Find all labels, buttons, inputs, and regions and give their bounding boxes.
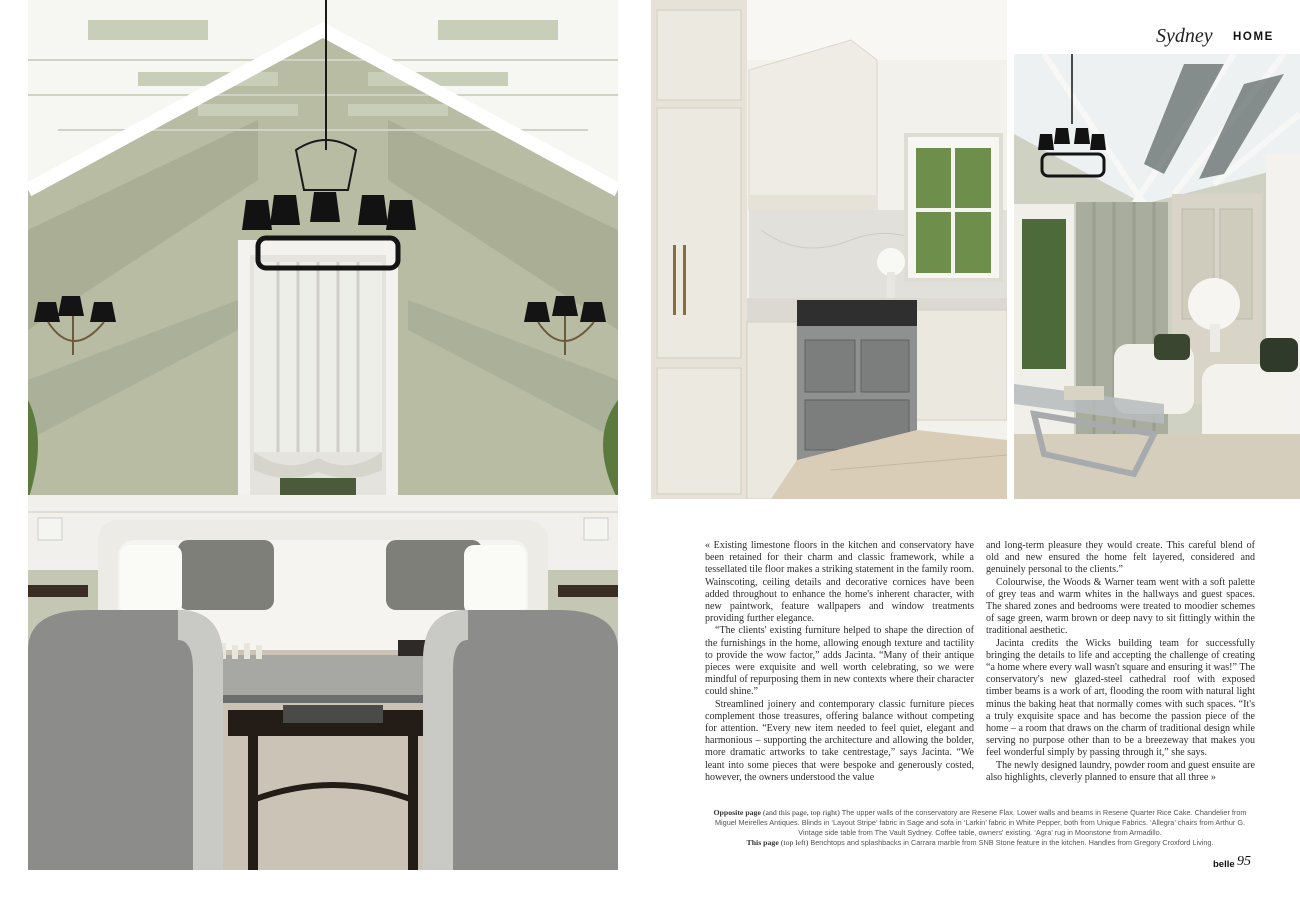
caption-text-opposite: The upper walls of the conservatory are Resene Flax. Lower walls and beams in Resene Quarter Rice Cake. Chandelier from Miguel Meirelles Antiques. Blinds in ‘Layout Stripe’ fabric in Sage and sofa in ‘Larkin’ fabric in White Pepper, both from Unique Fabrics. ‘Allegra’ chairs from Arthur G. Vintage side table from The Vault Sydney. Coffee table, owners' existing. ‘Agra’ rug in Moonstone from Armadillo.: [714, 808, 1247, 838]
kitchen-illustration: [651, 0, 1007, 499]
article-paragraph: Jacinta credits the Wicks building team for successfully bringing the details to life and accepting the challenge of creating “a home where every wall wasn't square and ensuring it was!” The conservatory's new glazed-steel cathedral roof with exposed timber beams is a work of art, flooding the room with natural light minus the baking heat that normally comes with such spaces. “It's a truly exquisite space and has become the passion piece of the home – a room that draws on the charm of traditional design while serving no purpose other than to be a breezeway that makes you feel wonderful simply by passing through it,” she says.: [986, 637, 1255, 759]
kitchen-photo: [651, 0, 1007, 499]
article-paragraph: « Existing limestone floors in the kitchen and conservatory have been retained for their charm and classic framework, while a tessellated tile floor makes a striking statement in the family room. Wainscoting, ceiling details and decorative cornices have been added throughout to enhance the home's inherent character, with new paintwork, feature wallpapers and window treatments providing further elegance.: [705, 540, 974, 625]
conservatory-illustration: [28, 0, 618, 870]
folio-magazine: belle: [1213, 859, 1235, 870]
caption-lead-this-note: (top left): [780, 838, 809, 848]
article-column-right: [986, 540, 1255, 784]
header-section: HOME: [1233, 31, 1274, 43]
caption-text-this: Benchtops and splashbacks in Carrara marble from SNB Stone feature in the kitchen. Handles from Gregory Croxford Living.: [810, 838, 1214, 848]
folio-page-number: 95: [1237, 854, 1251, 869]
caption-lead-opposite: Opposite page: [713, 808, 761, 817]
caption-lead-opposite-note: (and this page, top right): [762, 808, 840, 817]
photo-caption: [706, 808, 1254, 848]
article-paragraph: Streamlined joinery and contemporary classic furniture pieces complement those treasures, offering balance without competing for attention. “Every new item needed to feel quiet, elegant and harmonious – supporting the architecture and allowing the bolder, more dramatic artworks to take centrestage,” says Jacinta. “We leant into some pieces that were bespoke and generously costed, however, the owners understood the value: [705, 698, 974, 783]
article-paragraph: Colourwise, the Woods & Warner team went with a soft palette of grey teas and warm whites in the hallways and guest spaces. The shared zones and bedrooms were treated to moodier schemes of sage green, warm brown or deep navy to sit fittingly within the traditional aesthetic.: [986, 576, 1255, 637]
article-paragraph: “The clients' existing furniture helped to shape the direction of the furnishings in the home, allowing enough texture and tactility to provide the wow factor,” adds Jacinta. “Many of their antique pieces were exquisite and well worth celebrating, so we were mindful of repurposing them in new contexts where their character could shine.”: [705, 625, 974, 698]
living-room-photo: [1014, 54, 1300, 499]
article-column-left: [705, 540, 974, 784]
living-room-illustration: [1014, 54, 1300, 499]
caption-lead-this: This page: [746, 838, 779, 848]
conservatory-photo: [28, 0, 618, 870]
header-city: Sydney: [1156, 25, 1213, 47]
article-paragraph: and long-term pleasure they would create. This careful blend of old and new ensured the home felt layered, considered and genuinely personal to the clients.”: [986, 540, 1255, 576]
article-paragraph: The newly designed laundry, powder room and guest ensuite are also highlights, cleverly planned to ensure that all three »: [986, 759, 1255, 783]
